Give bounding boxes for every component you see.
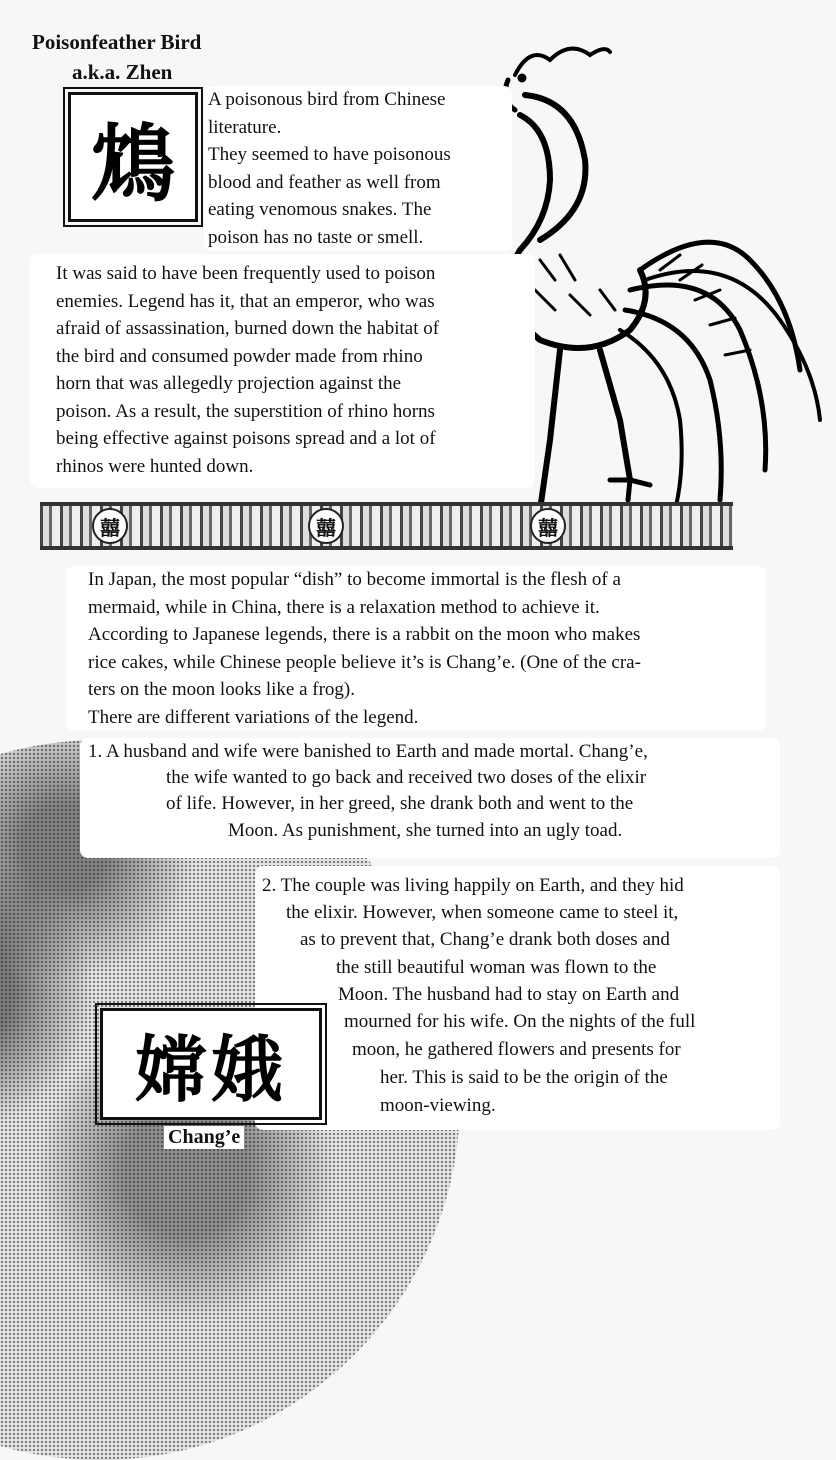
change-caption: Chang’e <box>164 1126 244 1149</box>
legend1-line: the wife wanted to go back and received two doses of the elixir <box>166 767 647 788</box>
legend2-line: the still beautiful woman was flown to the <box>336 957 657 978</box>
legend2-line: moon, he gathered flowers and presents for <box>352 1039 681 1060</box>
legend2-line: as to prevent that, Chang’e drank both doses and <box>300 929 670 950</box>
legend2-line: the elixir. However, when someone came to steel it, <box>286 902 679 923</box>
legend2-line: 2. The couple was living happily on Earth, and they hid <box>262 875 684 896</box>
legend2-line: Moon. The husband had to stay on Earth and <box>338 984 680 1005</box>
bird-intro-text: A poisonous bird from Chinese literature. They seemed to have poisonous blood and feather as well from eating venomous snakes. The poison has no taste or smell. <box>204 86 512 251</box>
legend2-line: her. This is said to be the origin of the <box>380 1067 668 1088</box>
decorative-border-band <box>40 502 733 550</box>
change-kanji-seal: 嫦娥 <box>100 1008 322 1120</box>
legend1-line: Moon. As punishment, she turned into an ugly toad. <box>228 820 623 841</box>
legend1-line: 1. A husband and wife were banished to Earth and made mortal. Chang’e, <box>88 741 648 762</box>
double-happiness-seal: 囍 <box>530 508 566 544</box>
bird-title: Poisonfeather Bird <box>32 30 202 54</box>
bird-aka: a.k.a. Zhen <box>72 60 173 84</box>
double-happiness-seal: 囍 <box>92 508 128 544</box>
legend2-line: mourned for his wife. On the nights of the full <box>344 1011 696 1032</box>
double-happiness-seal: 囍 <box>308 508 344 544</box>
bird-legend-text: It was said to have been frequently used to poison enemies. Legend has it, that an emperor, who was afraid of assassination, burned down the habitat of the bird and consumed powder made from rhino horn that was allegedly projection against the poison. As a result, the superstition of rhino horns being effective against poisons spread and a lot of rhinos were hunted down. <box>30 254 535 488</box>
zhen-kanji-seal: 鴆 <box>68 92 198 222</box>
moon-intro-text: In Japan, the most popular “dish” to become immortal is the flesh of a mermaid, while in China, there is a relaxation method to achieve it. According to Japanese legends, there is a rabbit on the moon who makes rice cakes, while Chinese people believe it’s is Chang’e. (One of the cra- ters on the moon looks like a frog). There are different variations of the legend. <box>66 566 766 731</box>
legend1-line: of life. However, in her greed, she drank both and went to the <box>166 793 634 814</box>
legend2-line: moon-viewing. <box>380 1095 496 1116</box>
